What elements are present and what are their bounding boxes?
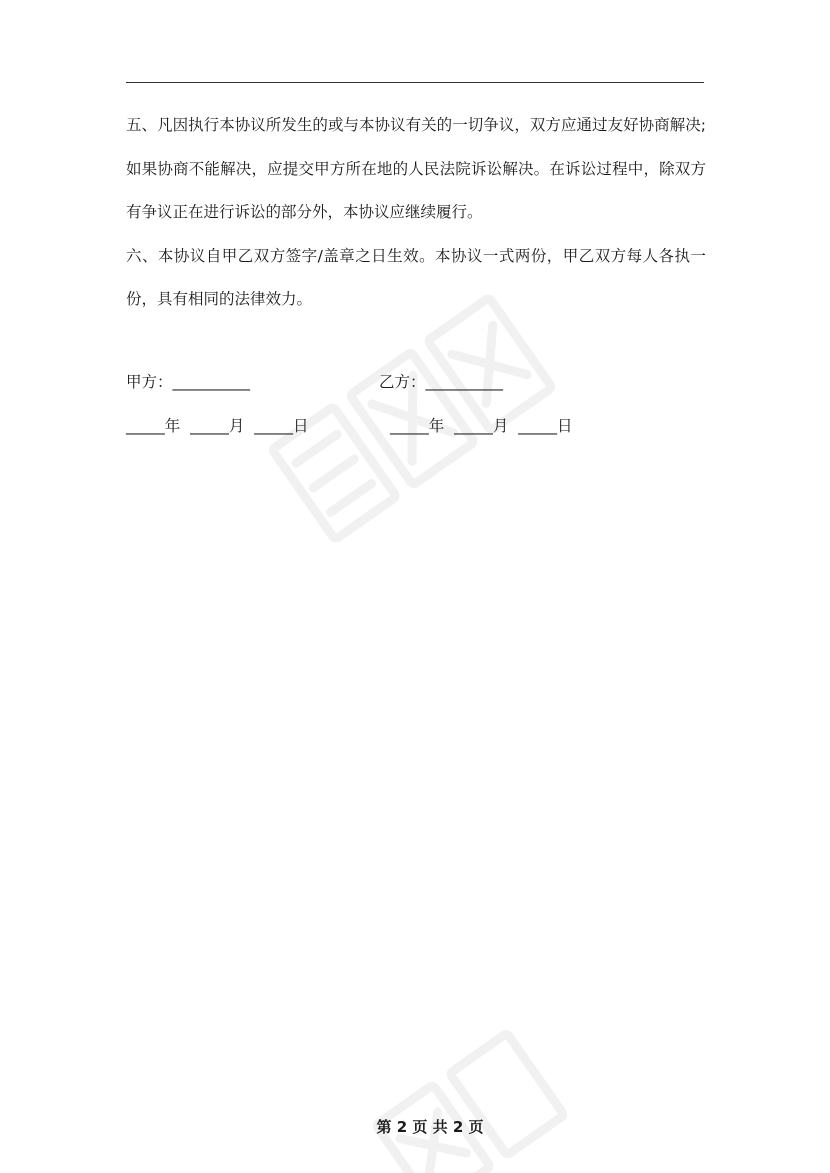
clause-six: 六、本协议自甲乙双方签字/盖章之日生效。本协议一式两份，甲乙双方每人各执一份，具有相同的法律效力。 [126, 246, 706, 308]
document-body [126, 104, 706, 322]
clause-five: 五、凡因执行本协议所发生的或与本协议有关的一切争议，双方应通过友好协商解决;如果协商不能解决，应提交甲方所在地的人民法院诉讼解决。在诉讼过程中，除双方有争议正在进行诉讼的部分外，本协议应继续履行。 [126, 116, 706, 221]
party-b-signature: 乙方：__________ [379, 373, 504, 391]
party-a-signature: 甲方：__________ [126, 373, 251, 391]
header-rule [126, 82, 704, 83]
page-number-footer: 第 2 页 共 2 页 [376, 1118, 484, 1136]
party-a-date: _____年 _____月 _____日 [126, 417, 309, 435]
party-b-date: _____年 _____月 _____日 [390, 417, 573, 435]
